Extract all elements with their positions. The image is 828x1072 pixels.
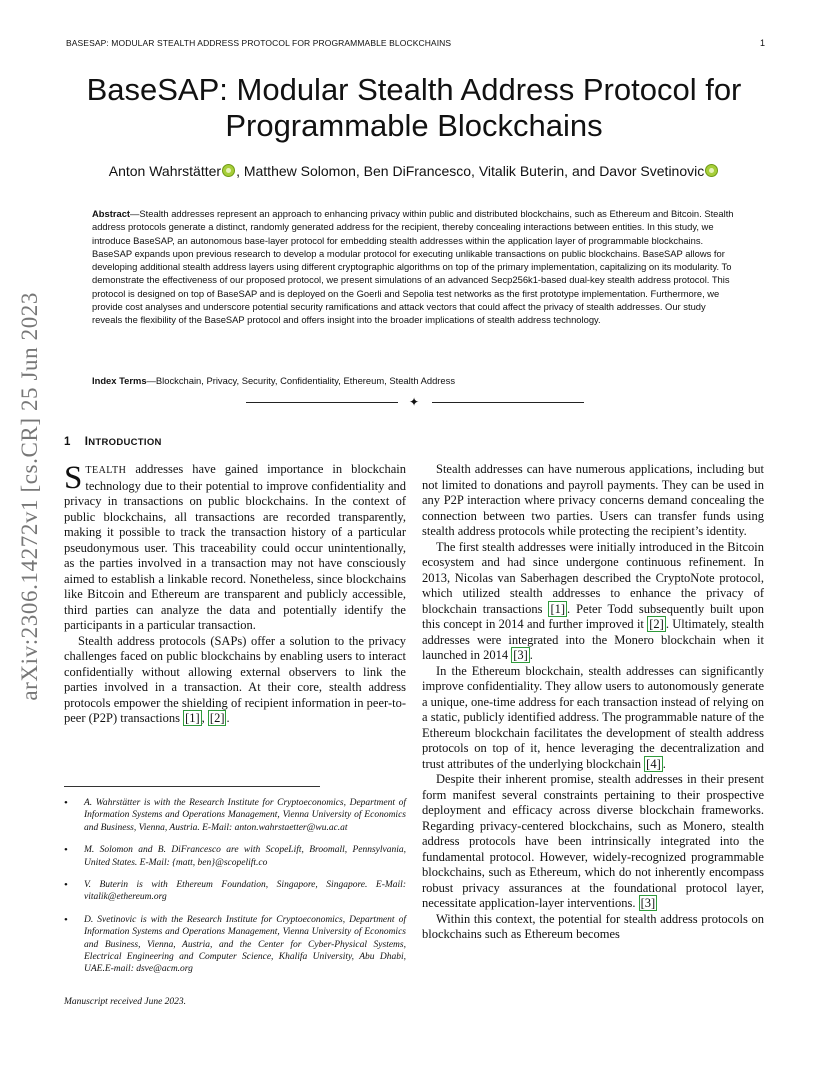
index-terms [92, 375, 738, 386]
divider-line-left [246, 402, 398, 403]
paragraph-text: . [662, 756, 666, 771]
citation-link[interactable]: [2] [649, 617, 664, 631]
paragraph-text: . [529, 648, 533, 662]
paragraph-text: , [201, 711, 208, 725]
section-title-rest: NTRODUCTION [88, 437, 162, 448]
paragraph-text: . Peter Todd subsequently built upon this concept in 2014 and further improved it [422, 601, 764, 631]
citation-link[interactable]: [2] [209, 711, 225, 725]
arxiv-identifier[interactable]: arXiv:2306.14272v1 [cs.CR] 25 Jun 2023 [17, 292, 42, 701]
citation-link[interactable]: [3] [513, 648, 528, 662]
author-1: Anton Wahrstätter [108, 163, 222, 179]
paragraph-text: . [226, 711, 230, 725]
abstract-label: Abstract [92, 208, 131, 219]
section-title-initial: I [84, 436, 89, 448]
paragraph [422, 540, 764, 664]
smallcaps-lead: TEALTH [85, 465, 127, 476]
abstract [92, 207, 738, 327]
author-list [40, 163, 788, 179]
orcid-icon[interactable] [222, 164, 235, 177]
running-header: BASESAP: MODULAR STEALTH ADDRESS PROTOCOL FOR PROGRAMMABLE BLOCKCHAINS [66, 38, 452, 48]
paragraph-text: Despite their inherent promise, stealth addresses in their present form manifest several constraints pertaining to their prospective deployment and efficacy across diverse blockchain frameworks. Regarding privacy-centered blockchains, such as Monero, stealth address protocols have been intrinsically integrated into the fundamental protocol. However, widely-recognized programmable blockchains, such as Ethereum, which do not inherently encompass robust privacy assurances at the foundational protocol layer, necessitate application-layer interventions. [422, 772, 764, 910]
index-terms-text: —Blockchain, Privacy, Security, Confidentiality, Ethereum, Stealth Address [146, 375, 456, 386]
section-number: 1 [64, 436, 71, 448]
divider-line-right [432, 402, 584, 403]
paragraph: Stealth addresses can have numerous applications, including but not limited to donations and payroll payments. They can be used in any P2P interaction where privacy concerns demand concealing the connection between two parties. Users can transfer funds using stealth address protocols while protecting the recipient’s identity. [422, 462, 764, 538]
citation-link[interactable]: [1] [550, 601, 566, 616]
abstract-text: —Stealth addresses represent an approach to enhancing privacy within public and distributed blockchains, such as Ethereum and Bitcoin. Stealth address protocols generate a distinct, randomly generated address for the recipient, thereby concealing interactions between entities. In this study, we introduce BaseSAP, an autonomous base-layer protocol for embedding stealth addresses within the application layer of programmable blockchains. BaseSAP expands upon previous research to develop a modular protocol for executing unlikable transactions on public blockchains. BaseSAP allows for developing additional stealth address layers using different cryptographic algorithms on top of the primary implementation, capitalizing on its modularity. To demonstrate the effectiveness of our proposed protocol, we present simulations of an advanced Secp256k1-based dual-key stealth address protocol. This protocol is designed on top of BaseSAP and is deployed on the Goerli and Sepolia test networks as the first prototype implementation. Furthermore, we provide cost analyses and underscore potential security ramifications and attack vectors that could affect the privacy of stealth addresses. Our study reveals the flexibility of the BaseSAP protocol and offers insight into the broader implications of stealth address technology. [92, 208, 734, 326]
paragraph-text: In the Ethereum blockchain, stealth addresses can significantly improve confidentiality. They allow users to autonomously generate a unique, one-time address for each transaction instead of relying on a static, publicly identified address. The programmable nature of the Ethereum blockchain facilitates the development of stealth address protocols on top of it, hence leveraging the decentralization and trust attributes of the underlying blockchain [422, 663, 764, 771]
paragraph [64, 462, 406, 634]
footnote-item: • M. Solomon and B. DiFrancesco are with ScopeLift, Broomall, Pennsylvania, United States. E-Mail: {matt, ben}@scopelift.co [64, 844, 406, 869]
citation-link[interactable]: [4] [646, 756, 661, 771]
left-column [64, 462, 406, 727]
paragraph [422, 664, 764, 773]
footnotes [64, 797, 406, 986]
footnote-item: • D. Svetinovic is with the Research Institute for Cryptoeconomics, Department of Information Systems and Operations Management, Vienna University of Economics and Business, Vienna, Austria, and the Center for Cyber-Physical Systems, Electrical Engineering and Computer Science, Khalifa University, Abu Dhabi, UAE.E-mail: dsve@acm.org [64, 914, 406, 976]
citation-link[interactable]: [1] [185, 711, 200, 725]
paragraph [64, 634, 406, 727]
paper-title [40, 72, 788, 144]
right-column [422, 462, 764, 943]
orcid-icon[interactable] [705, 164, 718, 177]
dropcap: S [64, 460, 83, 496]
section-divider [246, 395, 584, 409]
section-heading [64, 436, 162, 448]
paragraph-text: The first stealth addresses were initially introduced in the Bitcoin ecosystem and had since undergone continuous refinement. In 2013, Nicolas van Saberhagen described the CryptoNote protocol, which utilized stealth addresses to enhance the privacy of blockchain transactions [422, 539, 764, 616]
citation-link[interactable]: [3] [640, 896, 656, 910]
paragraph: Within this context, the potential for stealth address protocols on blockchains such as Ethereum becomes [422, 911, 764, 941]
paragraph-text: addresses have gained importance in blockchain technology due to their potential to improve confidentiality and privacy in transactions on public blockchains. In the context of public blockchains, all transactions are recorded transparently, making it possible to track the transaction history of a particular pseudonymous user. This traceability could occur unintentionally, as the parties involved in a transaction may not have consciously aimed to establish a linkable record. Nonetheless, since blockchains like Bitcoin and Ethereum are transparent and publicly accessible, third parties can analyze the data and potentially identify the participants in a particular transaction. [64, 462, 406, 632]
divider-ornament-icon: ✦ [409, 395, 420, 409]
manuscript-note: Manuscript received June 2023. [64, 997, 187, 1007]
footnote-rule [64, 786, 320, 787]
paragraph-text: Stealth address protocols (SAPs) offer a solution to the privacy challenges faced on public blockchains by enabling users to interact confidentially without allowing external observers to link the parties involved in a transaction. At their core, stealth address protocols empower the shielding of recipient information in peer-to-peer (P2P) transactions [64, 633, 406, 725]
page-number: 1 [759, 38, 765, 48]
title-line-1: BaseSAP: Modular Stealth Address Protocol for [86, 72, 742, 107]
paragraph [422, 772, 764, 912]
paragraph-text: . Ultimately, stealth addresses were integrated into the Monero blockchain when it launched in 2014 [422, 617, 765, 662]
title-line-2: Programmable Blockchains [225, 108, 603, 143]
footnote-item: • A. Wahrstätter is with the Research Institute for Cryptoeconomics, Department of Information Systems and Operations Management, Vienna University of Economics and Business, Vienna, Austria. E-Mail: anton.wahrstaetter@wu.ac.at [64, 797, 406, 834]
index-terms-label: Index Terms [92, 375, 147, 386]
footnote-item: • V. Buterin is with Ethereum Foundation, Singapore, Singapore. E-Mail: vitalik@ethereum.org [64, 879, 406, 904]
author-others: , Matthew Solomon, Ben DiFrancesco, Vitalik Buterin, and Davor Svetinovic [236, 163, 705, 179]
